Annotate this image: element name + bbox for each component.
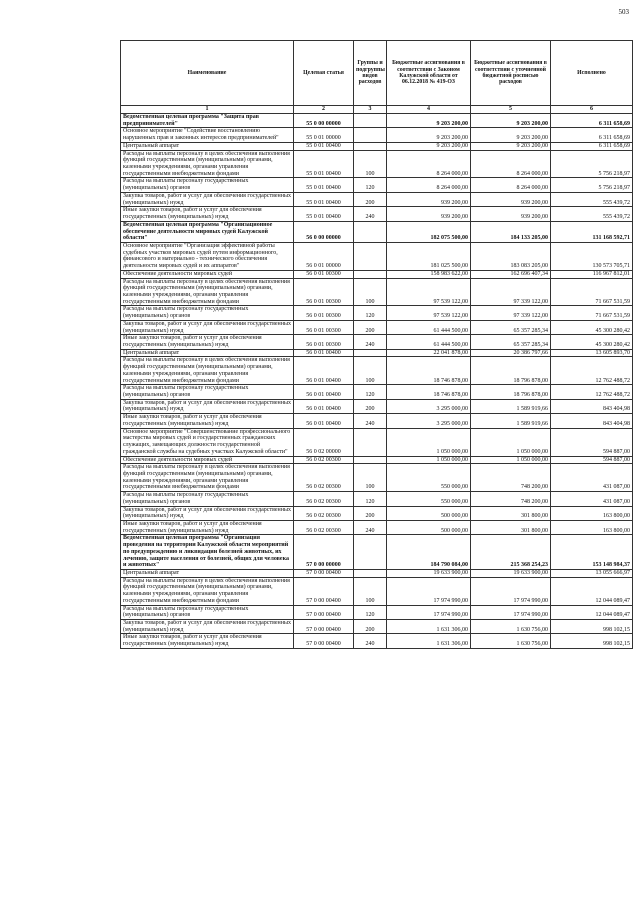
row-executed: 594 887,00 — [551, 428, 633, 456]
row-name: Расходы на выплаты персоналу государственных (муниципальных) органов — [121, 605, 294, 619]
row-budget: 550 000,00 — [387, 464, 471, 492]
table-row — [121, 242, 633, 270]
row-executed: 431 087,00 — [551, 492, 633, 506]
row-name: Ведомственная целевая программа "Защита прав предпринимателей" — [121, 114, 294, 128]
row-code: 56 0 01 00400 — [294, 349, 354, 357]
column-number: 5 — [471, 106, 551, 114]
row-code: 56 0 01 00000 — [294, 242, 354, 270]
row-executed: 71 667 531,59 — [551, 306, 633, 320]
column-number: 6 — [551, 106, 633, 114]
table-row — [121, 278, 633, 306]
row-budget: 182 075 500,00 — [387, 221, 471, 242]
row-code: 56 0 02 00300 — [294, 456, 354, 464]
row-code: 55 0 01 00400 — [294, 192, 354, 206]
row-executed: 594 887,00 — [551, 456, 633, 464]
row-executed: 153 148 984,37 — [551, 535, 633, 570]
row-name: Обеспечение деятельности мировых судей — [121, 456, 294, 464]
row-type: 120 — [354, 385, 387, 399]
row-executed: 6 311 658,69 — [551, 128, 633, 142]
row-type — [354, 142, 387, 150]
header-type: Группы и подгруппы видов расходов — [354, 41, 387, 106]
table-row — [121, 577, 633, 605]
row-budget: 9 203 200,00 — [387, 128, 471, 142]
row-budget: 3 295 000,00 — [387, 399, 471, 413]
table-row — [121, 428, 633, 456]
row-name: Иные закупки товаров, работ и услуг для обеспечения государственных (муниципальных) нужд — [121, 520, 294, 534]
row-code: 57 0 00 00400 — [294, 605, 354, 619]
row-code: 56 0 01 00400 — [294, 357, 354, 385]
row-adjusted: 1 630 756,00 — [471, 634, 551, 648]
column-number: 4 — [387, 106, 471, 114]
row-type — [354, 428, 387, 456]
row-executed: 5 756 218,97 — [551, 150, 633, 178]
header-row — [121, 41, 633, 106]
table-row — [121, 114, 633, 128]
row-budget: 550 000,00 — [387, 492, 471, 506]
row-code: 56 0 02 00300 — [294, 506, 354, 520]
row-budget: 1 050 000,00 — [387, 428, 471, 456]
row-name: Закупка товаров, работ и услуг для обеспечения государственных (муниципальных) нужд — [121, 506, 294, 520]
row-executed: 555 439,72 — [551, 192, 633, 206]
row-adjusted: 18 796 878,00 — [471, 385, 551, 399]
row-executed: 45 300 280,42 — [551, 320, 633, 334]
row-adjusted: 215 368 254,23 — [471, 535, 551, 570]
row-type — [354, 270, 387, 278]
row-budget: 158 983 622,00 — [387, 270, 471, 278]
row-budget: 97 539 122,00 — [387, 278, 471, 306]
row-adjusted: 1 630 756,00 — [471, 620, 551, 634]
row-name: Иные закупки товаров, работ и услуг для обеспечения государственных (муниципальных) нужд — [121, 634, 294, 648]
row-name: Центральный аппарат — [121, 570, 294, 578]
row-name: Центральный аппарат — [121, 142, 294, 150]
row-budget: 500 000,00 — [387, 506, 471, 520]
row-code: 55 0 01 00400 — [294, 178, 354, 192]
column-number: 3 — [354, 106, 387, 114]
table-row — [121, 620, 633, 634]
row-executed: 5 756 218,97 — [551, 178, 633, 192]
row-budget: 1 050 000,00 — [387, 456, 471, 464]
row-type — [354, 128, 387, 142]
row-name: Иные закупки товаров, работ и услуг для обеспечения государственных (муниципальных) нужд — [121, 335, 294, 349]
header-budget: Бюджетные ассигнования в соответствии с Законом Калужской области от 06.12.2018 № 419-ОЗ — [387, 41, 471, 106]
row-name: Закупка товаров, работ и услуг для обеспечения государственных (муниципальных) нужд — [121, 399, 294, 413]
row-type: 120 — [354, 492, 387, 506]
row-name: Иные закупки товаров, работ и услуг для обеспечения государственных (муниципальных) нужд — [121, 207, 294, 221]
row-executed: 431 087,00 — [551, 464, 633, 492]
row-adjusted: 97 339 122,00 — [471, 278, 551, 306]
row-budget: 8 264 000,00 — [387, 178, 471, 192]
table-row — [121, 221, 633, 242]
row-budget: 22 041 878,00 — [387, 349, 471, 357]
row-budget: 61 444 500,00 — [387, 335, 471, 349]
row-code: 56 0 01 00400 — [294, 385, 354, 399]
row-name: Расходы на выплаты персоналу в целях обеспечения выполнения функций государственными (муниципальными) органами, казенными учреждениями, органами управления государственными внебюджетными фондами — [121, 577, 294, 605]
row-code: 56 0 01 00300 — [294, 320, 354, 334]
row-type — [354, 221, 387, 242]
row-executed: 12 762 488,72 — [551, 357, 633, 385]
row-name: Закупка товаров, работ и услуг для обеспечения государственных (муниципальных) нужд — [121, 320, 294, 334]
row-name: Расходы на выплаты персоналу в целях обеспечения выполнения функций государственными (муниципальными) органами, казенными учреждениями, органами управления государственными внебюджетными фондами — [121, 278, 294, 306]
row-code: 56 0 02 00300 — [294, 464, 354, 492]
header-code: Целевая статья — [294, 41, 354, 106]
row-code: 55 0 01 00400 — [294, 150, 354, 178]
row-adjusted: 17 974 990,00 — [471, 577, 551, 605]
row-executed: 843 404,98 — [551, 414, 633, 428]
row-adjusted: 9 203 200,00 — [471, 114, 551, 128]
row-adjusted: 17 974 990,00 — [471, 605, 551, 619]
budget-table — [120, 40, 633, 649]
row-name: Расходы на выплаты персоналу государственных (муниципальных) органов — [121, 492, 294, 506]
row-name: Закупка товаров, работ и услуг для обеспечения государственных (муниципальных) нужд — [121, 620, 294, 634]
table-row — [121, 464, 633, 492]
row-type: 240 — [354, 520, 387, 534]
row-adjusted: 301 800,00 — [471, 520, 551, 534]
row-adjusted: 939 200,00 — [471, 192, 551, 206]
row-executed: 71 667 531,59 — [551, 278, 633, 306]
row-executed: 130 573 705,71 — [551, 242, 633, 270]
row-code: 55 0 01 00400 — [294, 142, 354, 150]
row-adjusted: 65 357 285,34 — [471, 320, 551, 334]
row-adjusted: 97 339 122,00 — [471, 306, 551, 320]
table-row — [121, 535, 633, 570]
row-adjusted: 1 050 000,00 — [471, 456, 551, 464]
row-code: 55 0 01 00000 — [294, 128, 354, 142]
table-row — [121, 207, 633, 221]
row-budget: 181 025 500,00 — [387, 242, 471, 270]
row-budget: 939 200,00 — [387, 207, 471, 221]
row-adjusted: 748 200,00 — [471, 464, 551, 492]
row-adjusted: 18 796 878,00 — [471, 357, 551, 385]
row-executed: 163 800,00 — [551, 520, 633, 534]
row-code: 57 0 00 00400 — [294, 577, 354, 605]
row-adjusted: 748 200,00 — [471, 492, 551, 506]
row-adjusted: 162 696 407,34 — [471, 270, 551, 278]
row-code: 56 0 02 00300 — [294, 520, 354, 534]
table-row — [121, 335, 633, 349]
row-budget: 939 200,00 — [387, 192, 471, 206]
table-row — [121, 456, 633, 464]
row-executed: 843 404,98 — [551, 399, 633, 413]
row-code: 57 0 00 00000 — [294, 535, 354, 570]
row-type — [354, 349, 387, 357]
row-code: 57 0 00 00400 — [294, 620, 354, 634]
row-type: 240 — [354, 634, 387, 648]
row-adjusted: 1 589 919,66 — [471, 399, 551, 413]
row-adjusted: 1 589 919,66 — [471, 414, 551, 428]
row-type: 200 — [354, 506, 387, 520]
row-adjusted: 9 203 200,00 — [471, 142, 551, 150]
table-row — [121, 570, 633, 578]
row-type: 240 — [354, 414, 387, 428]
row-budget: 17 974 990,00 — [387, 577, 471, 605]
row-executed: 13 055 666,97 — [551, 570, 633, 578]
page-number: 503 — [618, 8, 629, 16]
table-row — [121, 492, 633, 506]
row-executed: 12 044 089,47 — [551, 605, 633, 619]
row-adjusted: 9 203 200,00 — [471, 128, 551, 142]
row-name: Ведомственная целевая программа "Организационное обеспечение деятельности мировых судей Калужской области" — [121, 221, 294, 242]
table-row — [121, 357, 633, 385]
table-row — [121, 385, 633, 399]
row-executed: 998 102,15 — [551, 620, 633, 634]
row-name: Иные закупки товаров, работ и услуг для обеспечения государственных (муниципальных) нужд — [121, 414, 294, 428]
row-budget: 9 203 200,00 — [387, 114, 471, 128]
row-executed: 998 102,15 — [551, 634, 633, 648]
row-adjusted: 1 050 000,00 — [471, 428, 551, 456]
row-type — [354, 114, 387, 128]
row-code: 56 0 02 00300 — [294, 492, 354, 506]
row-code: 57 0 00 00400 — [294, 634, 354, 648]
row-code: 56 0 01 00300 — [294, 270, 354, 278]
row-executed: 555 439,72 — [551, 207, 633, 221]
row-type — [354, 242, 387, 270]
row-executed: 116 967 812,01 — [551, 270, 633, 278]
row-type: 100 — [354, 577, 387, 605]
row-type: 100 — [354, 278, 387, 306]
column-number: 1 — [121, 106, 294, 114]
row-code: 56 0 01 00300 — [294, 278, 354, 306]
row-type — [354, 570, 387, 578]
row-adjusted: 183 083 205,00 — [471, 242, 551, 270]
row-budget: 8 264 000,00 — [387, 150, 471, 178]
row-budget: 500 000,00 — [387, 520, 471, 534]
row-type: 200 — [354, 620, 387, 634]
row-budget: 61 444 500,00 — [387, 320, 471, 334]
row-type: 100 — [354, 150, 387, 178]
row-type: 240 — [354, 335, 387, 349]
row-budget: 1 631 306,00 — [387, 634, 471, 648]
table-row — [121, 399, 633, 413]
row-code: 57 0 00 00400 — [294, 570, 354, 578]
header-name: Наименование — [121, 41, 294, 106]
table-row — [121, 128, 633, 142]
row-budget: 18 746 878,00 — [387, 357, 471, 385]
row-executed: 131 168 592,71 — [551, 221, 633, 242]
table-row — [121, 414, 633, 428]
row-executed: 6 311 658,69 — [551, 142, 633, 150]
table-row — [121, 306, 633, 320]
header-adjusted: Бюджетные ассигнования в соответствии с уточненной бюджетной росписью расходов — [471, 41, 551, 106]
row-name: Расходы на выплаты персоналу государственных (муниципальных) органов — [121, 385, 294, 399]
row-executed: 163 800,00 — [551, 506, 633, 520]
row-type: 100 — [354, 464, 387, 492]
column-number: 2 — [294, 106, 354, 114]
row-executed: 12 762 488,72 — [551, 385, 633, 399]
row-name: Расходы на выплаты персоналу в целях обеспечения выполнения функций государственными (муниципальными) органами, казенными учреждениями, органами управления государственными внебюджетными фондами — [121, 357, 294, 385]
row-name: Расходы на выплаты персоналу в целях обеспечения выполнения функций государственными (муниципальными) органами, казенными учреждениями, органами управления государственными внебюджетными фондами — [121, 150, 294, 178]
row-name: Расходы на выплаты персоналу в целях обеспечения выполнения функций государственными (муниципальными) органами, казенными учреждениями, органами управления государственными внебюджетными фондами — [121, 464, 294, 492]
row-type: 100 — [354, 357, 387, 385]
row-budget: 18 746 878,00 — [387, 385, 471, 399]
row-code: 56 0 01 00300 — [294, 306, 354, 320]
row-budget: 19 633 900,00 — [387, 570, 471, 578]
row-executed: 6 311 658,69 — [551, 114, 633, 128]
row-budget: 184 790 084,00 — [387, 535, 471, 570]
row-adjusted: 20 386 797,66 — [471, 349, 551, 357]
row-name: Расходы на выплаты персоналу государственных (муниципальных) органов — [121, 178, 294, 192]
row-code: 56 0 01 00400 — [294, 399, 354, 413]
table-row — [121, 192, 633, 206]
row-code: 55 0 00 00000 — [294, 114, 354, 128]
row-name: Основное мероприятие "Совершенствование профессионального мастерства мировых судей и государственных гражданских служащих, замещающих должности государственной гражданской службы на судебных участках Калужской области" — [121, 428, 294, 456]
row-name: Обеспечение деятельности мировых судей — [121, 270, 294, 278]
table-row — [121, 506, 633, 520]
row-name: Закупка товаров, работ и услуг для обеспечения государственных (муниципальных) нужд — [121, 192, 294, 206]
table-row — [121, 349, 633, 357]
row-type: 200 — [354, 399, 387, 413]
column-number-row — [121, 106, 633, 114]
table-row — [121, 320, 633, 334]
table-row — [121, 605, 633, 619]
row-type — [354, 535, 387, 570]
row-executed: 13 605 893,70 — [551, 349, 633, 357]
row-name: Расходы на выплаты персоналу государственных (муниципальных) органов — [121, 306, 294, 320]
row-type: 120 — [354, 306, 387, 320]
row-adjusted: 65 357 285,34 — [471, 335, 551, 349]
row-budget: 17 974 990,00 — [387, 605, 471, 619]
table-row — [121, 150, 633, 178]
table-body — [121, 114, 633, 649]
row-budget: 97 539 122,00 — [387, 306, 471, 320]
row-adjusted: 19 633 900,00 — [471, 570, 551, 578]
row-adjusted: 8 264 000,00 — [471, 150, 551, 178]
row-type — [354, 456, 387, 464]
row-executed: 12 044 089,47 — [551, 577, 633, 605]
row-code: 56 0 02 00000 — [294, 428, 354, 456]
table-row — [121, 142, 633, 150]
row-type: 120 — [354, 178, 387, 192]
row-name: Центральный аппарат — [121, 349, 294, 357]
row-name: Основное мероприятие "Организация эффективной работы судебных участков мировых судей путем информационного, финансового и материально - технического обеспечения деятельности мировых судей и их аппаратов" — [121, 242, 294, 270]
table-row — [121, 178, 633, 192]
row-code: 56 0 00 00000 — [294, 221, 354, 242]
table-row — [121, 634, 633, 648]
row-type: 200 — [354, 192, 387, 206]
row-code: 56 0 01 00300 — [294, 335, 354, 349]
row-code: 55 0 01 00400 — [294, 207, 354, 221]
row-type: 200 — [354, 320, 387, 334]
row-adjusted: 301 800,00 — [471, 506, 551, 520]
header-executed: Исполнено — [551, 41, 633, 106]
row-name: Ведомственная целевая программа "Организация проведения на территории Калужской области мероприятий по предупреждению и ликвидации болезней животных, их лечению, защите населения от болезней, общих для человека и животных" — [121, 535, 294, 570]
row-type: 120 — [354, 605, 387, 619]
table-row — [121, 520, 633, 534]
row-type: 240 — [354, 207, 387, 221]
row-budget: 3 295 000,00 — [387, 414, 471, 428]
row-executed: 45 300 280,42 — [551, 335, 633, 349]
row-adjusted: 184 133 205,00 — [471, 221, 551, 242]
table-row — [121, 270, 633, 278]
row-budget: 1 631 306,00 — [387, 620, 471, 634]
row-adjusted: 8 264 000,00 — [471, 178, 551, 192]
row-name: Основное мероприятие "Содействие восстановлению нарушенных прав и законных интересов предпринимателей" — [121, 128, 294, 142]
row-budget: 9 203 200,00 — [387, 142, 471, 150]
row-adjusted: 939 200,00 — [471, 207, 551, 221]
row-code: 56 0 01 00400 — [294, 414, 354, 428]
